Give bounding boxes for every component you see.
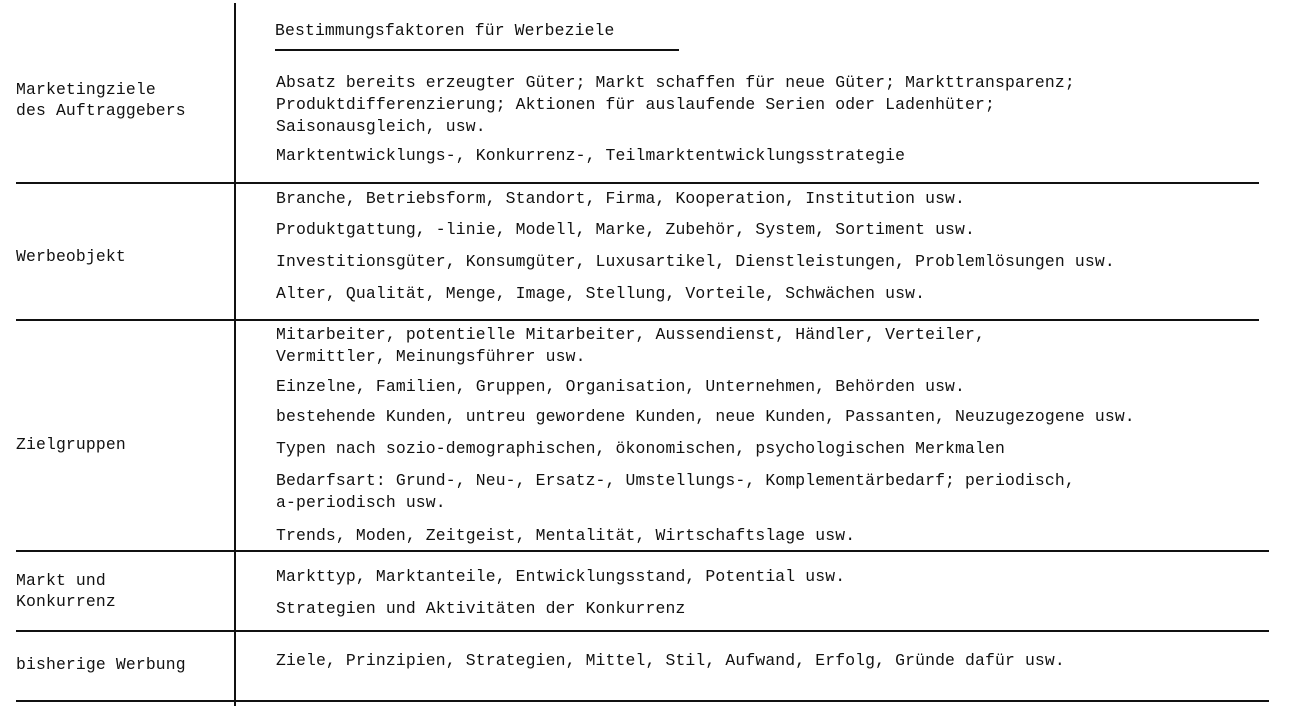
section-label-zielgruppen: Zielgruppen — [16, 435, 126, 454]
section-divider — [16, 550, 1269, 552]
section-item: Markttyp, Marktanteile, Entwicklungsstand, Potential usw. — [276, 567, 846, 586]
section-item: Typen nach sozio-demographischen, ökonomischen, psychologischen Merkmalen — [276, 439, 1005, 458]
section-item: Absatz bereits erzeugter Güter; Markt schaffen für neue Güter; Markttransparenz; Produktdifferenzierung; Aktionen für auslaufende Serien oder Ladenhüter; Saisonausgleich, usw. — [276, 73, 1075, 136]
section-item: Produktgattung, -linie, Modell, Marke, Zubehör, System, Sortiment usw. — [276, 220, 976, 239]
section-item: Ziele, Prinzipien, Strategien, Mittel, Stil, Aufwand, Erfolg, Gründe dafür usw. — [276, 651, 1065, 670]
section-item: Bedarfsart: Grund-, Neu-, Ersatz-, Umstellungs-, Komplementärbedarf; periodisch, a-periodisch usw. — [276, 471, 1075, 512]
section-item: Marktentwicklungs-, Konkurrenz-, Teilmarktentwicklungsstrategie — [276, 146, 906, 165]
title-underline — [275, 49, 679, 51]
section-item: bestehende Kunden, untreu gewordene Kunden, neue Kunden, Passanten, Neuzugezogene usw. — [276, 407, 1135, 426]
section-label-marketingziele: Marketingziele des Auftraggebers — [16, 80, 186, 120]
section-item: Trends, Moden, Zeitgeist, Mentalität, Wirtschaftslage usw. — [276, 526, 856, 545]
table-bottom-border — [16, 700, 1269, 702]
section-label-werbeobjekt: Werbeobjekt — [16, 247, 126, 266]
column-divider — [234, 3, 236, 706]
section-item: Einzelne, Familien, Gruppen, Organisation, Unternehmen, Behörden usw. — [276, 377, 966, 396]
section-divider — [16, 182, 1259, 184]
section-label-bisherige-werbung: bisherige Werbung — [16, 655, 186, 674]
table-title: Bestimmungsfaktoren für Werbeziele — [275, 21, 615, 40]
section-divider — [16, 319, 1259, 321]
section-item: Strategien und Aktivitäten der Konkurrenz — [276, 599, 686, 618]
section-divider — [16, 630, 1269, 632]
section-label-markt-konkurrenz: Markt und Konkurrenz — [16, 571, 116, 611]
section-item: Mitarbeiter, potentielle Mitarbeiter, Aussendienst, Händler, Verteiler, Vermittler, Meinungsführer usw. — [276, 325, 986, 366]
section-item: Investitionsgüter, Konsumgüter, Luxusartikel, Dienstleistungen, Problemlösungen usw. — [276, 252, 1115, 271]
section-item: Alter, Qualität, Menge, Image, Stellung, Vorteile, Schwächen usw. — [276, 284, 926, 303]
section-item: Branche, Betriebsform, Standort, Firma, Kooperation, Institution usw. — [276, 189, 966, 208]
